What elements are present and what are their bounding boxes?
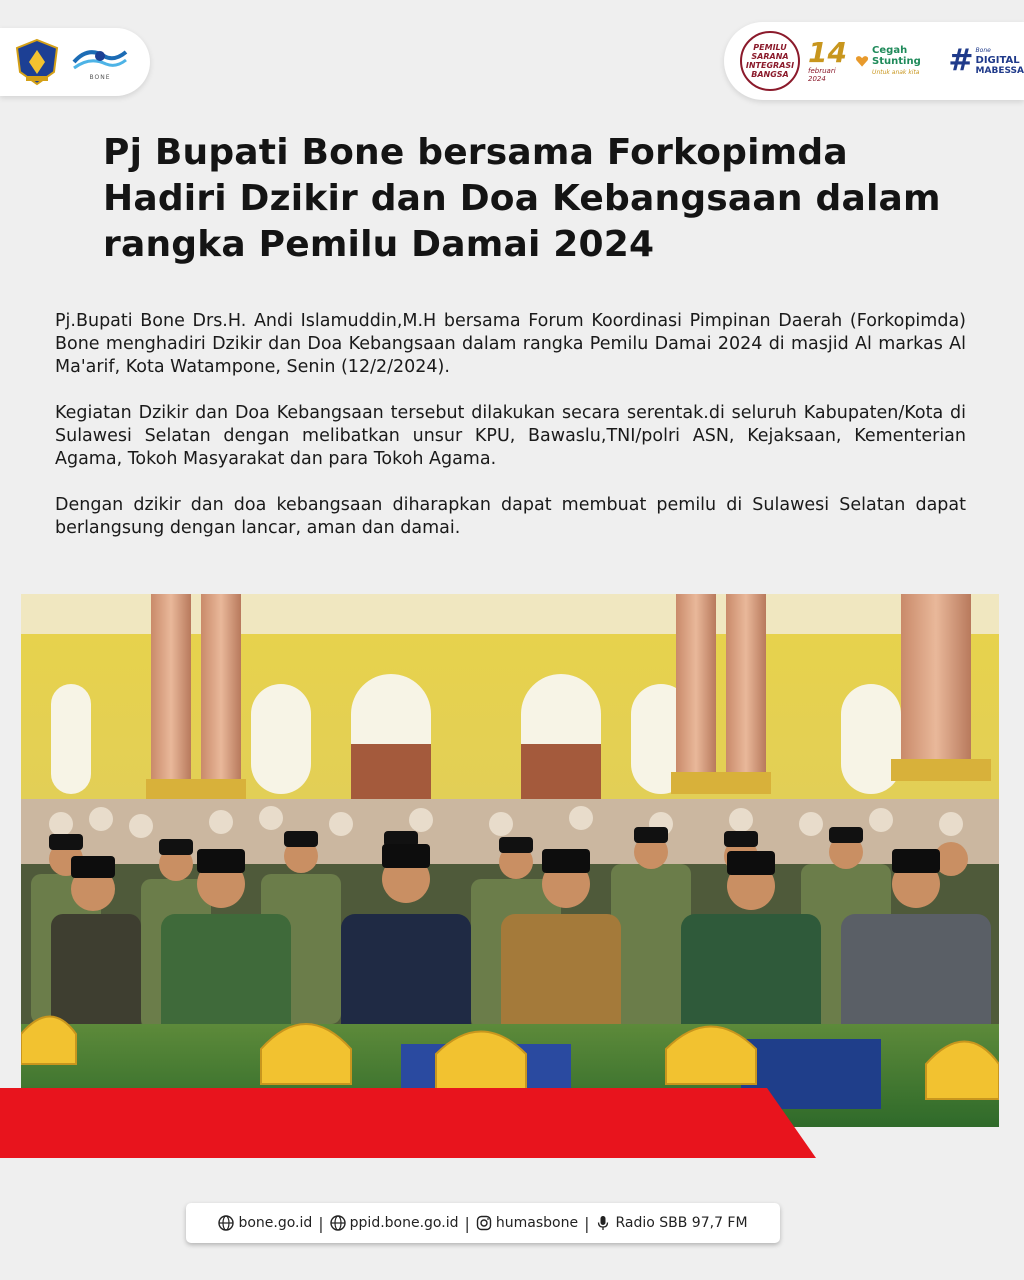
red-accent-band xyxy=(0,1088,816,1158)
footer-links xyxy=(186,1203,780,1243)
instagram-icon xyxy=(476,1215,492,1231)
article-paragraph: Dengan dzikir dan doa kebangsaan diharapkan dapat membuat pemilu di Sulawesi Selatan dapat berlangsung dengan lancar, aman dan damai. xyxy=(55,495,966,538)
article-title: Pj Bupati Bone bersama Forkopimda Hadiri Dzikir dan Doa Kebangsaan dalam rangka Pemilu Damai 2024 xyxy=(103,132,941,265)
footer-link-label: bone.go.id xyxy=(238,1215,313,1231)
footer-separator: | xyxy=(464,1213,470,1233)
bone-crest-logo xyxy=(14,38,60,86)
pemilu-badge: PEMILU SARANA INTEGRASI BANGSA xyxy=(740,31,800,91)
digital-sub: MABESSA xyxy=(975,66,1024,76)
article-paragraph: Kegiatan Dzikir dan Doa Kebangsaan tersebut dilakukan secara serentak.di seluruh Kabupaten/Kota di Sulawesi Selatan dengan melibatkan unsur KPU, Bawaslu,TNI/polri ASN, Kejaksaan, Kementerian Agama, Tokoh Masyarakat dan para Tokoh Agama. xyxy=(55,403,966,469)
footer-link-instagram[interactable] xyxy=(476,1215,578,1231)
header-left-logos xyxy=(0,28,150,96)
footer-link-label: Radio SBB 97,7 FM xyxy=(615,1215,748,1231)
footer-separator: | xyxy=(584,1213,590,1233)
microphone-icon xyxy=(595,1215,611,1231)
footer-link-ppid[interactable] xyxy=(330,1215,459,1231)
footer-link-label: ppid.bone.go.id xyxy=(349,1215,459,1231)
heart-icon xyxy=(855,52,869,70)
header-right-logos xyxy=(724,22,1024,100)
hut-number: 14 xyxy=(808,36,847,69)
footer-separator: | xyxy=(318,1213,324,1233)
event-photo xyxy=(21,594,999,1127)
stunting-tagline: Untuk anak kita xyxy=(872,68,920,76)
article-paragraph: Pj.Bupati Bone Drs.H. Andi Islamuddin,M.H bersama Forum Koordinasi Pimpinan Daerah (Forkopimda) Bone menghadiri Dzikir dan Doa Kebangsaan dalam rangka Pemilu Damai 2024 di masjid Al markas Al Ma'arif, Kota Watampone, Senin (12/2/2024). xyxy=(55,311,966,377)
article-body xyxy=(55,310,966,563)
wave-logo-caption: BONE xyxy=(89,73,111,81)
hut-caption: februari 2024 xyxy=(808,67,836,83)
bone-digital-logo xyxy=(948,43,1024,78)
footer-link-website[interactable] xyxy=(218,1215,312,1231)
hut-logo xyxy=(808,36,847,83)
cegah-stunting-logo xyxy=(855,45,940,78)
footer-link-radio[interactable] xyxy=(595,1215,747,1231)
hash-icon: # xyxy=(948,43,974,78)
digital-small: Bone xyxy=(975,47,991,54)
globe-icon xyxy=(330,1215,346,1231)
footer-link-label: humasbone xyxy=(495,1215,579,1231)
digital-main: DIGITAL xyxy=(975,55,1020,66)
globe-icon xyxy=(218,1215,234,1231)
stunting-title: Cegah Stunting xyxy=(872,44,921,67)
bone-wave-logo xyxy=(70,44,130,81)
